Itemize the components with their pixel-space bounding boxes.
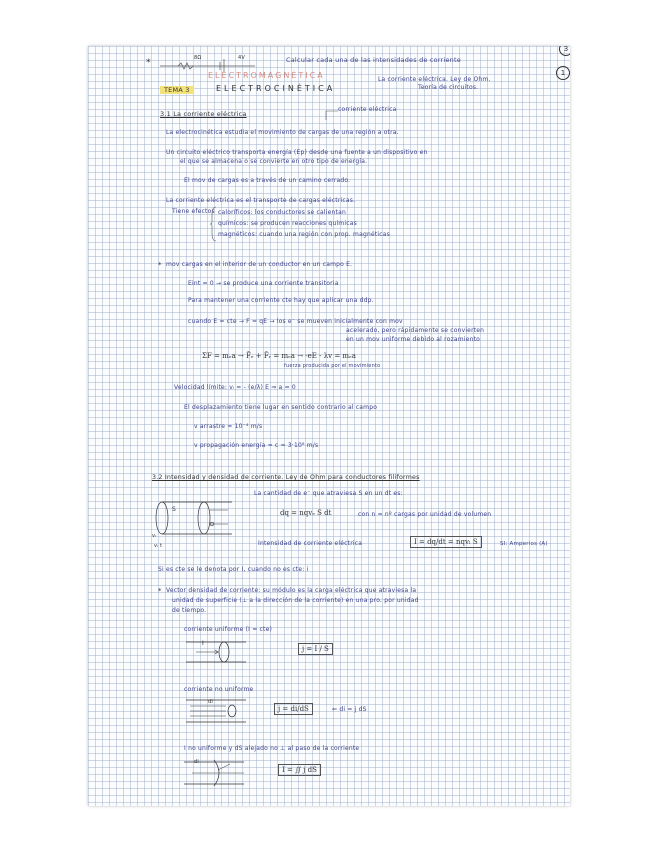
dq-note: con n = nº cargas por unidad de volumen xyxy=(358,511,492,518)
page-number: 1 xyxy=(556,66,570,80)
s31-p10: El desplazamiento tiene lugar en sentido contrario al campo xyxy=(184,404,378,411)
effect-caloric: caloríficos: los conductores se calientan xyxy=(218,209,346,216)
notebook-page xyxy=(88,46,570,806)
star-mark: * xyxy=(146,58,151,68)
newton-note: fuerza producida por el movimiento xyxy=(284,363,381,369)
si-units: SI: Amperios (A) xyxy=(500,541,548,547)
s32-p1: La cantidad de e⁻ que atraviesa S en un dt es: xyxy=(254,490,403,497)
uniform-formula: j = I / S xyxy=(298,643,333,655)
effects-label: Tiene efectos xyxy=(172,208,215,215)
case-oblique-label: I no uniforme y dS alejado no ⊥ al paso de la corriente xyxy=(184,745,360,752)
s31-p8a: cuando E = cte → F = qE → los e⁻ se mueven inicialmente con mov xyxy=(188,318,403,325)
s32-p2: Si es cte se le denota por I, cuando no es cte: i xyxy=(158,566,309,573)
tema-title: ELECTROCINÉTICA xyxy=(216,84,336,93)
s31-p3: El mov de cargas es a través de un camino cerrado. xyxy=(184,177,351,184)
oblique-formula: I = ∬ j dS xyxy=(278,764,321,776)
topics-line-1: La corriente eléctrica. Ley de Ohm. xyxy=(378,76,491,83)
cylinder-s-label: S xyxy=(172,506,177,513)
effects-brace xyxy=(210,206,218,242)
s31-p8b: acelerado, pero rápidamente se convierten xyxy=(346,327,485,334)
tema-label: TEMA 3 xyxy=(160,86,194,94)
bullet-star: * xyxy=(158,261,162,269)
nonuniform-di-label: di xyxy=(208,699,213,705)
intensity-formula: I = dq/dt = nqvₗ S xyxy=(410,536,482,548)
s31-p4: La corriente eléctrica es el transporte de cargas eléctricas. xyxy=(166,197,356,204)
nonuniform-diagram xyxy=(186,696,256,726)
case-nonuniform-label: corriente no uniforme xyxy=(184,686,254,693)
bullet-star-2: * xyxy=(158,587,162,595)
exercise-text: Calcular cada una de las intensidades de corriente xyxy=(286,56,461,64)
effect-chemical: químicos: se producen reacciones químicas xyxy=(218,220,357,227)
dq-formula: dq = nqvₑ S dt xyxy=(280,509,332,517)
effect-magnetic: magnéticos: cuando una región con prop. magnéticas xyxy=(218,231,390,238)
resistor-label: 8Ω xyxy=(194,55,202,61)
intensity-label: Intensidad de corriente eléctrica xyxy=(258,540,363,547)
newton-formula: ΣF = mₑa → F̄ₑ + F̄ᵣ = mₑa → -eE - λv = mₑa xyxy=(202,352,356,360)
s31-p1: La electrocinética estudia el movimiento de cargas de una región a otra. xyxy=(166,129,399,136)
arrow-label: corriente eléctrica xyxy=(338,106,397,113)
section-3-1-heading: 3.1 La corriente eléctrica xyxy=(160,110,247,118)
s31-p2b: el que se almacena o se convierte en otro tipo de energía. xyxy=(180,158,368,165)
s31-p2a: Un circuito eléctrico transporta energía (Ep) desde una fuente a un dispositivo en xyxy=(166,149,428,156)
nonuniform-formula: j = di/dS xyxy=(274,703,313,715)
voltage-label: 4V xyxy=(238,55,246,61)
s31-p9: Velocidad límite: vₗ = - (e/λ) E ⇒ a = 0 xyxy=(174,384,296,391)
oblique-di-label: di xyxy=(194,759,199,765)
case-uniform-label: corriente uniforme (I = cte) xyxy=(184,626,273,633)
corner-number: 3 xyxy=(559,46,570,56)
nonuniform-extra: ⇐ di = j dS xyxy=(332,706,367,713)
cylinder-vt-label: vₗ t xyxy=(154,543,163,549)
s31-p6: Eint = 0 → se produce una corriente transitoria xyxy=(188,280,339,287)
uniform-i-label: I xyxy=(202,640,204,647)
section-3-2-heading: 3.2 Intensidad y densidad de corriente. Ley de Ohm para conductores filiformes xyxy=(152,474,420,481)
uniform-diagram xyxy=(186,636,246,666)
s32-p3a: Vector densidad de corriente: su módulo es la carga eléctrica que atraviesa la xyxy=(166,587,417,594)
cylinder-diagram xyxy=(152,498,242,542)
s32-p3c: de tiempo. xyxy=(172,607,207,614)
s31-p8c: en un mov uniforme debido al rozamiento xyxy=(346,336,481,343)
cylinder-v-label: vₗ xyxy=(152,533,157,539)
title-red: ELECTROMAGNÉTICA xyxy=(208,71,325,80)
topics-line-2: Teoría de circuitos. xyxy=(418,84,479,91)
s31-p7: Para mantener una corriente cte hay que aplicar una ddp. xyxy=(188,297,374,304)
s32-p3b: unidad de superficie (⊥ a la dirección de la corriente) en una pro. por unidad xyxy=(172,597,419,604)
arrow-curve xyxy=(324,108,344,122)
s31-p12: v propagación energía ≈ c ≈ 3·10⁸ m/s xyxy=(194,442,319,449)
s31-p11: v arrastre ≈ 10⁻⁴ m/s xyxy=(194,423,263,430)
s31-p5: mov cargas en el interior de un conductor en un campo E. xyxy=(166,261,353,268)
